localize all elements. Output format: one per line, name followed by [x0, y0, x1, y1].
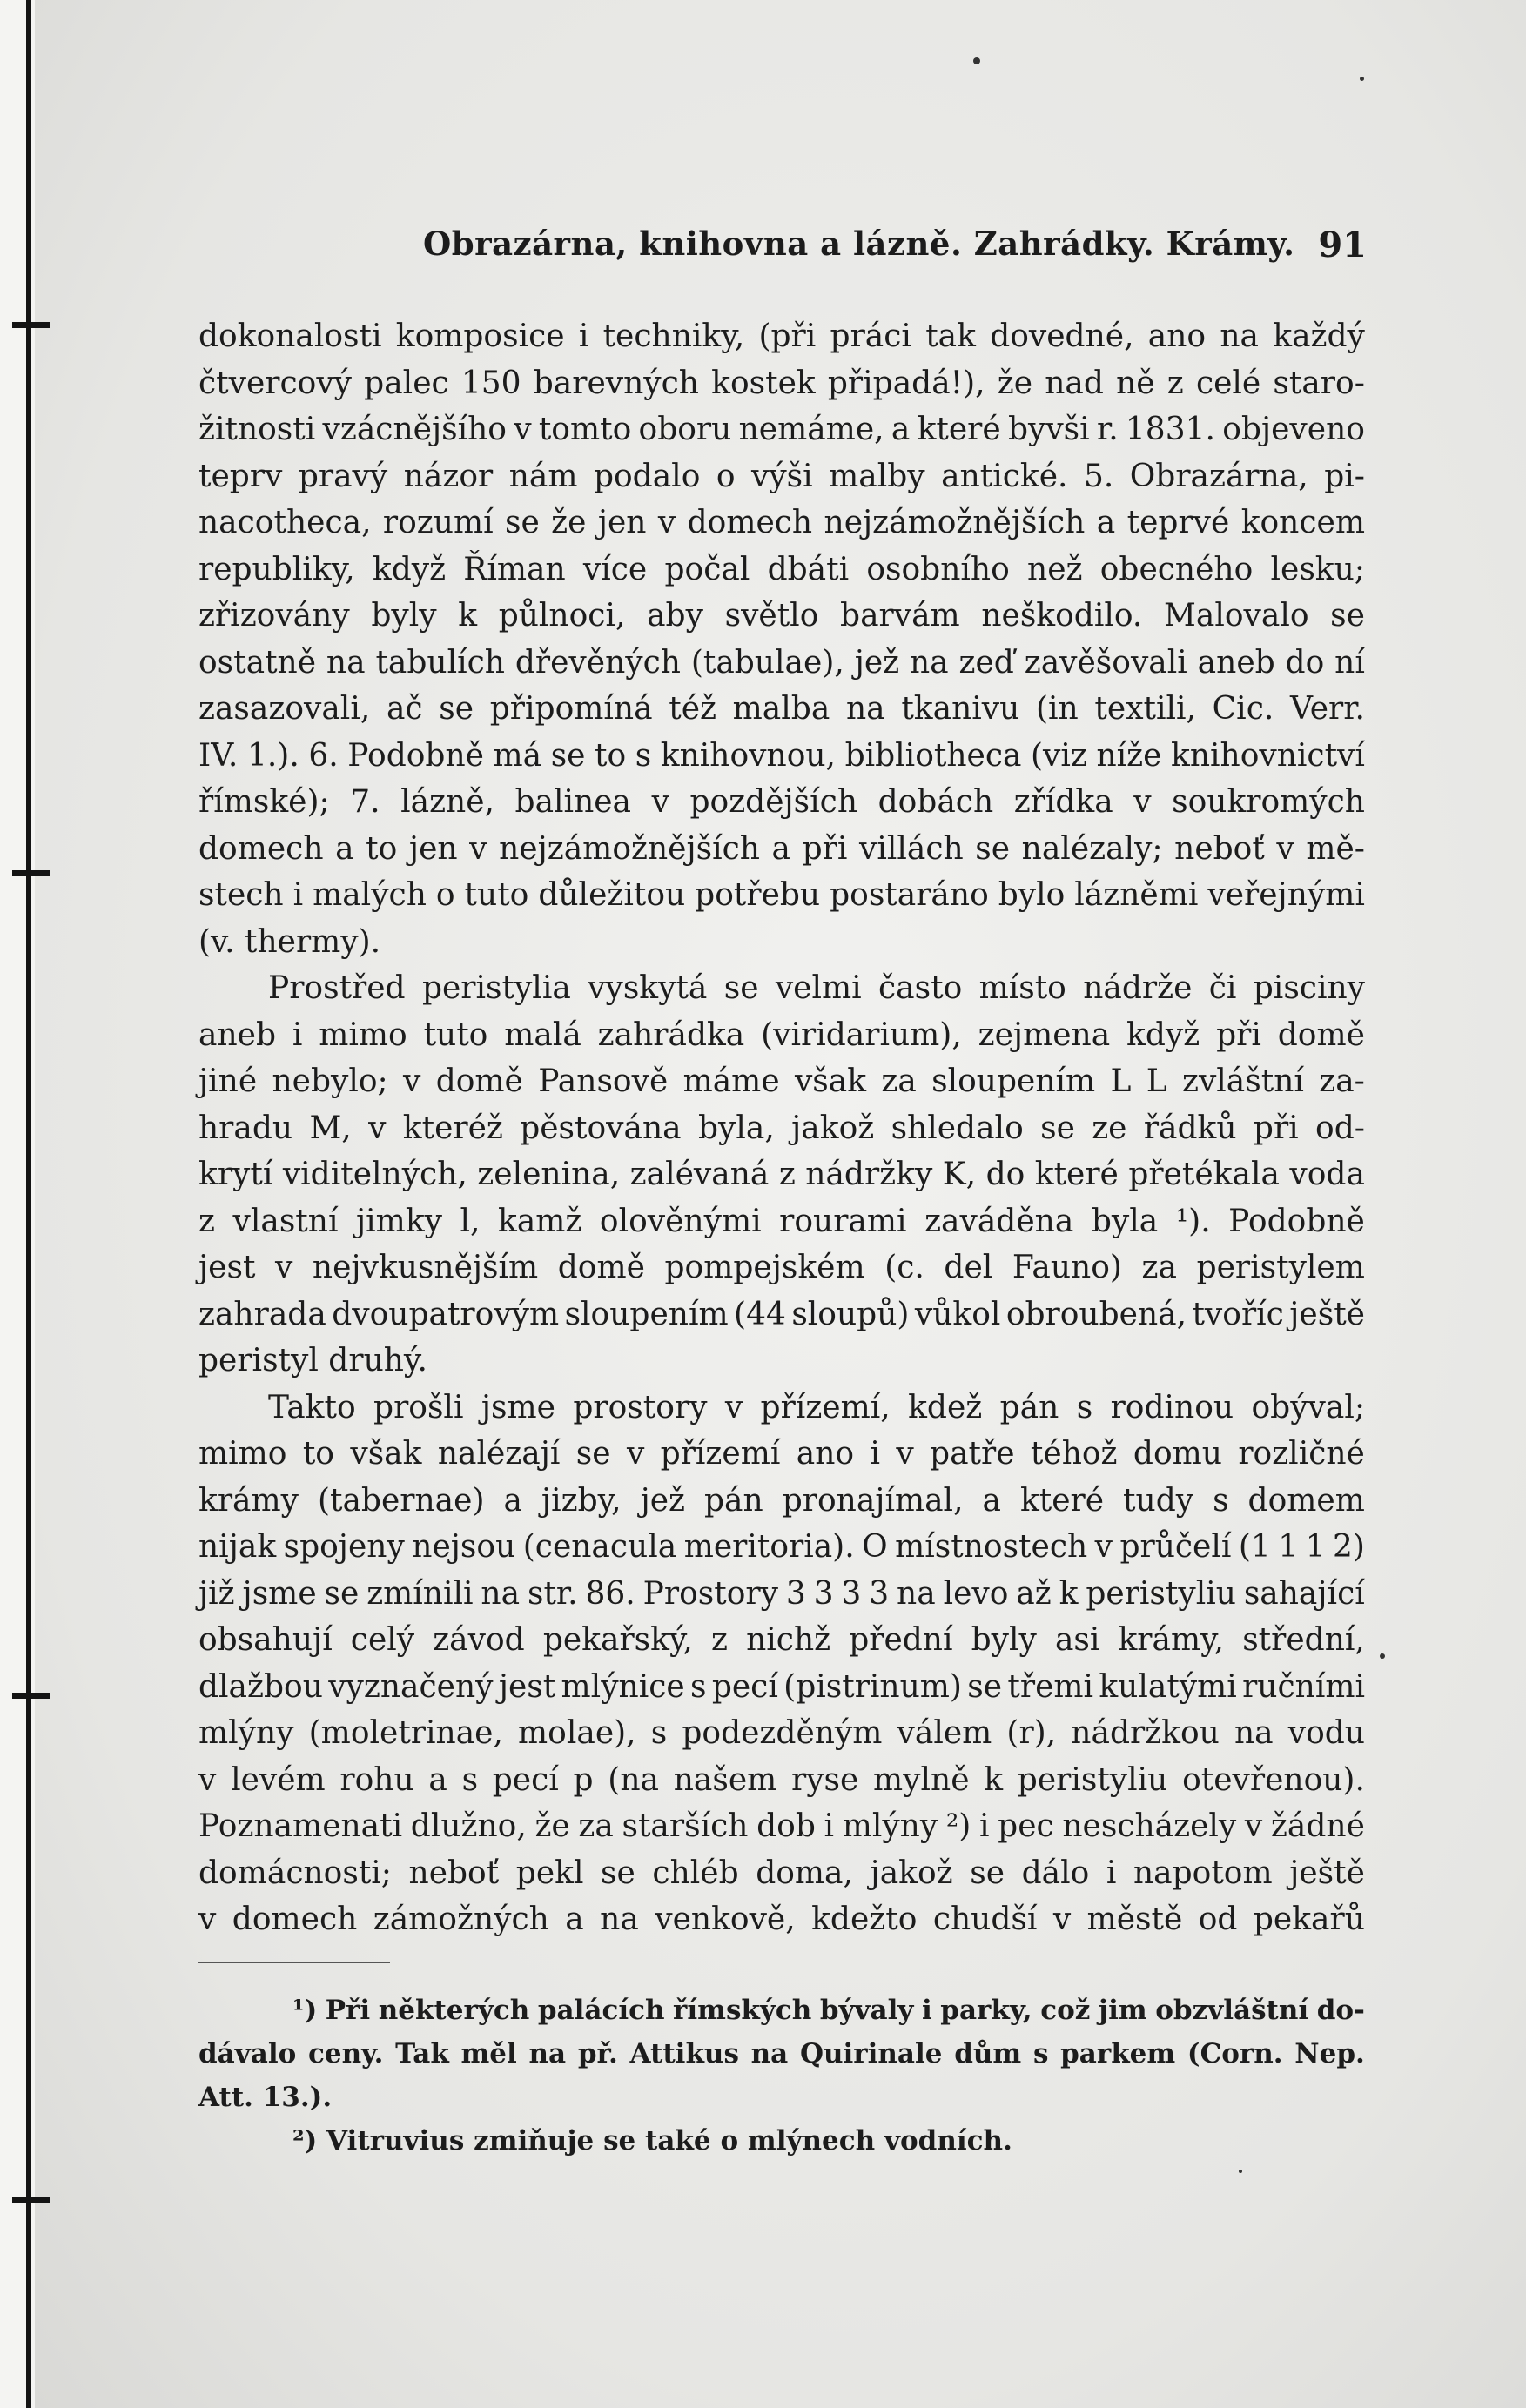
text-line: Poznamenati dlužno, že za starších dob i mlýny ²) i pec nescházely v žádné	[198, 1808, 1365, 1844]
text-line: nijak spojeny nejsou (cenacula meritoria). O místnostech v průčelí (1 1 1 2)	[198, 1529, 1365, 1565]
text-line: ostatně na tabulích dřevěných (tabulae), jež na zeď zavěšovali aneb do ní	[198, 644, 1365, 681]
text-line: v levém rohu a s pecí p (na našem ryse mylně k peristyliu otevřenou).	[198, 1761, 1365, 1798]
text-line: krámy (tabernae) a jizby, jež pán pronajímal, a které tudy s domem	[198, 1482, 1365, 1519]
text-line: (v. thermy).	[198, 923, 381, 960]
text-line: žitnosti vzácnějšího v tomto oboru nemáme, a které byvši r. 1831. objeveno	[198, 412, 1365, 447]
text-line: domácnosti; neboť pekl se chléb doma, jakož se dálo i napotom ještě	[198, 1855, 1365, 1891]
text-line: čtvercový palec 150 barevných kostek připadá!), že nad ně z celé staro-	[198, 365, 1365, 401]
scan-speck	[973, 57, 980, 64]
running-head: Obrazárna, knihovna a lázně. Zahrádky. Krámy.	[423, 225, 1295, 263]
text-line: jiné nebylo; v domě Pansově máme však za sloupením L L zvláštní za-	[198, 1063, 1365, 1099]
scan-speck	[1360, 77, 1364, 81]
text-line: krytí viditelných, zelenina, zalévaná z nádržky K, do které přetékala voda	[198, 1157, 1365, 1192]
text-line: dokonalosti komposice i techniky, (při práci tak dovedné, ano na každý	[198, 319, 1365, 354]
text-line: římské); 7. lázně, balinea v pozdějších dobách zřídka v soukromých	[198, 784, 1365, 820]
scan-speck	[1239, 2170, 1242, 2173]
text-line: již jsme se zmínili na str. 86. Prostory 3 3 3 3 na levo až k peristyliu sahající	[198, 1575, 1365, 1612]
body-text	[198, 313, 1365, 1943]
text-line: mlýny (moletrinae, molae), s podezděným válem (r), nádržkou na vodu	[198, 1715, 1365, 1751]
text-line: aneb i mimo tuto malá zahrádka (viridarium), zejmena když při domě	[198, 1016, 1365, 1053]
text-line: jest v nejvkusnějším domě pompejském (c. del Fauno) za peristylem	[198, 1250, 1365, 1285]
text-line: zahrada dvoupatrovým sloupením (44 sloupů) vůkol obroubená, tvoříc ještě	[198, 1296, 1365, 1332]
text-line: v domech zámožných a na venkově, kdežto chudší v městě od pekařů	[198, 1902, 1365, 1937]
text-line: mimo to však nalézají se v přízemí ano i v patře téhož domu rozličné	[198, 1436, 1365, 1472]
text-line: domech a to jen v nejzámožnějších a při villách se nalézaly; neboť v mě-	[198, 830, 1365, 867]
text-line: nacotheca, rozumí se že jen v domech nejzámožnějších a teprvé koncem	[198, 505, 1365, 540]
page-number: 91	[1318, 225, 1367, 265]
binding-notch	[12, 2197, 50, 2203]
binding-notch	[12, 870, 50, 876]
page-header	[200, 225, 1367, 270]
text-line: zřizovány byly k půlnoci, aby světlo barvám neškodilo. Malovalo se	[198, 598, 1365, 634]
binding-notch	[12, 1693, 50, 1699]
text-line: z vlastní jimky l, kamž olověnými rourami zaváděna byla ¹). Podobně	[198, 1203, 1365, 1239]
text-line: republiky, když Říman více počal dbáti osobního než obecného lesku;	[198, 551, 1365, 587]
text-line: IV. 1.). 6. Podobně má se to s knihovnou, bibliotheca (viz níže knihovnictví	[198, 737, 1365, 774]
text-line: dlažbou vyznačený jest mlýnice s pecí (pistrinum) se třemi kulatými ručními	[198, 1668, 1365, 1705]
scan-speck	[1380, 1653, 1385, 1659]
binding-line	[26, 0, 31, 2408]
footnote-line: Att. 13.).	[198, 2082, 333, 2113]
text-line: stech i malých o tuto důležitou potřebu postaráno bylo lázněmi veřejnými	[198, 877, 1365, 913]
text-line: Prostřed peristylia vyskytá se velmi často místo nádrže či pisciny	[268, 970, 1365, 1006]
page-binding-edge	[0, 0, 35, 2408]
text-line: obsahují celý závod pekařský, z nichž přední byly asi krámy, střední,	[198, 1622, 1365, 1658]
text-line: peristyl druhý.	[198, 1343, 427, 1378]
footnote-rule	[198, 1962, 390, 1963]
text-line: hradu M, v kteréž pěstována byla, jakož shledalo se ze řádků při od-	[198, 1110, 1365, 1146]
text-line: teprv pravý názor nám podalo o výši malby antické. 5. Obrazárna, pi-	[198, 458, 1365, 494]
footnote-line: ¹) Při některých palácích římských bývaly i parky, což jim obzvláštní do-	[292, 1995, 1365, 2026]
footnotes	[198, 1989, 1365, 2163]
footnote-line: ²) Vitruvius zmiňuje se také o mlýnech vodních.	[292, 2125, 1012, 2156]
footnote-line: dávalo ceny. Tak měl na př. Attikus na Quirinale dům s parkem (Corn. Nep.	[198, 2038, 1365, 2069]
binding-notch	[12, 322, 50, 328]
text-line: zasazovali, ač se připomíná též malba na tkanivu (in textili, Cic. Verr.	[198, 691, 1365, 727]
text-line: Takto prošli jsme prostory v přízemí, kdež pán s rodinou obýval;	[268, 1389, 1365, 1425]
